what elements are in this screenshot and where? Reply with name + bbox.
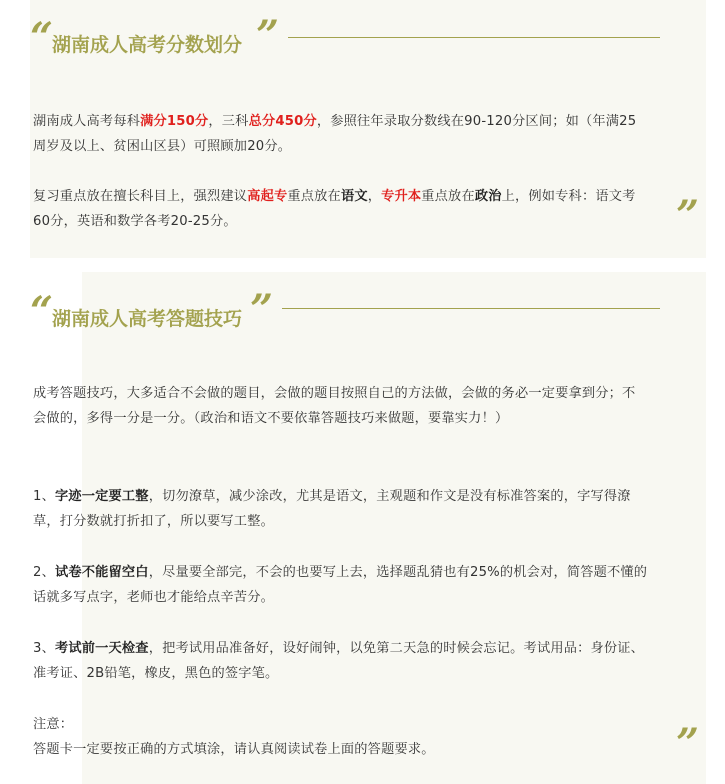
zhuanshengben-highlight: 专升本	[381, 189, 422, 204]
tip-3-number: 3、	[33, 641, 55, 656]
close-quote-icon-2: ”	[250, 286, 274, 333]
tip-2-number: 2、	[33, 565, 55, 580]
section-2-end-quote-icon: ”	[676, 720, 700, 767]
note-text: 答题卡一定要按正确的方式填涂，请认真阅读试卷上面的答题要求。	[33, 742, 435, 757]
tip-2	[33, 560, 648, 610]
review-text-2: 重点放在	[287, 189, 341, 204]
open-quote-icon: “	[30, 14, 54, 61]
full-score-highlight: 满分150分	[140, 114, 209, 129]
review-text-3: ，	[367, 189, 382, 204]
section-2-title: 湖南成人高考答题技巧	[52, 308, 243, 330]
section-1-divider	[288, 37, 660, 38]
score-text-1: 湖南成人高考每科	[33, 114, 141, 129]
tip-1-text: ，切勿潦草，减少涂改，尤其是语文，主观题和作文是没有标准答案的，字写得潦草，打分数就打折扣了，所以要写工整。	[33, 489, 631, 529]
section-1-title: 湖南成人高考分数划分	[52, 34, 243, 56]
chinese-subject: 语文	[340, 189, 368, 204]
score-text-2: ，三科	[208, 114, 249, 129]
tip-3-bold: 考试前一天检查	[54, 641, 149, 656]
review-text-1: 复习重点放在擅长科目上，强烈建议	[33, 189, 248, 204]
tip-2-bold: 试卷不能留空白	[54, 565, 149, 580]
tip-1	[33, 484, 648, 534]
score-text-3: ，参照往年录取分数线在90-120分区间；如（年满25周岁及以上、贫困山区县）可照顾加20分。	[33, 114, 637, 154]
review-paragraph	[33, 184, 648, 234]
open-quote-icon-2: “	[30, 288, 54, 335]
tip-1-bold: 字迹一定要工整	[54, 489, 149, 504]
gaoqizhuan-highlight: 高起专	[247, 189, 288, 204]
tip-2-text: ，尽量要全部完，不会的也要写上去，选择题乱猜也有25%的机会对，简答题不懂的话就多写点字，老师也才能给点辛苦分。	[33, 565, 648, 605]
note-label: 注意：	[33, 717, 74, 732]
tip-3-text: ，把考试用品准备好，设好闹钟，以免第二天急的时候会忘记。考试用品：身份证、准考证、2B铅笔，橡皮，黑色的签字笔。	[33, 641, 645, 681]
tips-intro: 成考答题技巧，大多适合不会做的题目，会做的题目按照自己的方法做，会做的务必一定要拿到分；不会做的，多得一分是一分。（政治和语文不要依靠答题技巧来做题，要靠实力！）	[33, 386, 636, 426]
section-1-end-quote-icon: ”	[676, 192, 700, 239]
review-text-5: 上，例如专科：语文考60分，英语和数学各考20-25分。	[33, 189, 636, 229]
close-quote-icon: ”	[256, 12, 280, 59]
score-paragraph	[33, 109, 648, 159]
section-2-divider	[282, 308, 660, 309]
politics-subject: 政治	[474, 189, 502, 204]
review-text-4: 重点放在	[421, 189, 475, 204]
total-score-highlight: 总分450分	[248, 114, 317, 129]
tip-1-number: 1、	[33, 489, 55, 504]
tip-3	[33, 636, 648, 686]
